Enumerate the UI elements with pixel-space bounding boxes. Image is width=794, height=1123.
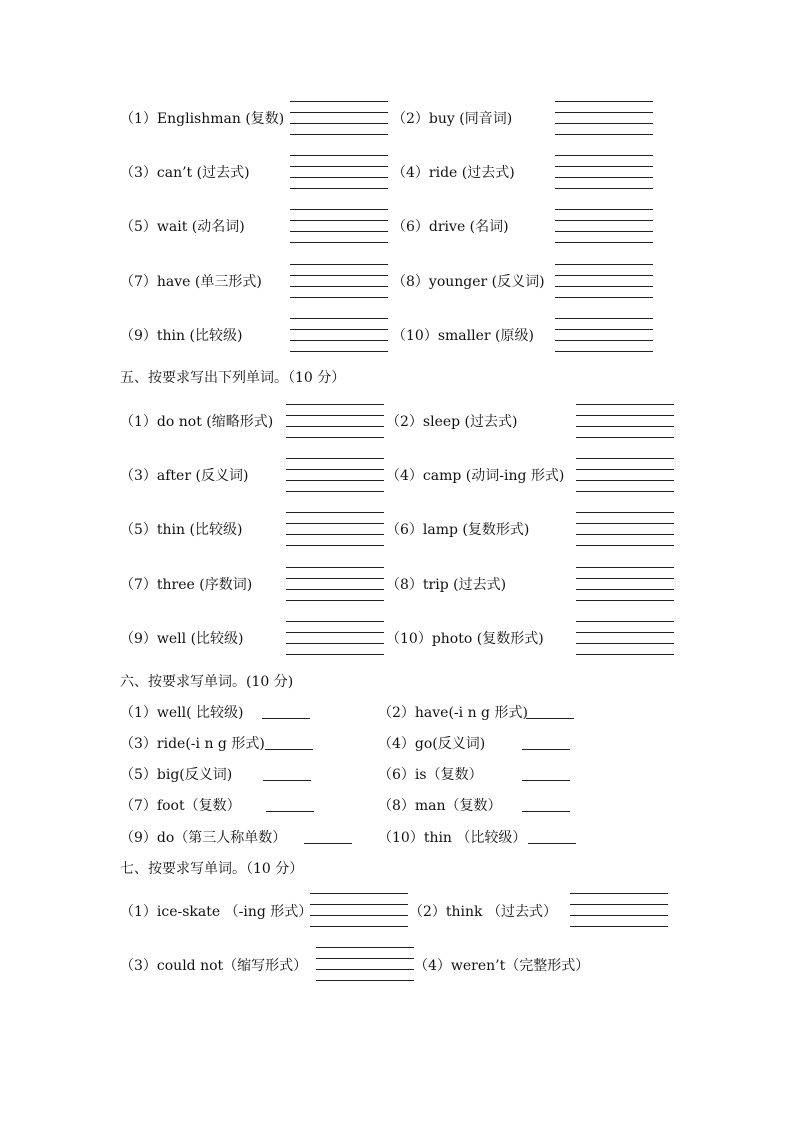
answer-blank-s6-5[interactable] (263, 780, 311, 781)
item-s4-6: （6）drive (名词) (392, 219, 509, 235)
answer-blank-s6-1[interactable] (262, 718, 310, 719)
item-s4-1: （1）Englishman (复数) (120, 111, 285, 127)
answer-lines-s4-7[interactable] (290, 264, 388, 298)
item-s4-10: （10）smaller (原级) (392, 328, 534, 344)
answer-lines-s5-2[interactable] (576, 404, 674, 438)
item-s5-9: （9）well (比较级) (120, 631, 244, 647)
item-s7-4: （4）weren’t（完整形式） (414, 958, 590, 974)
answer-lines-s5-10[interactable] (576, 621, 674, 655)
item-s4-7: （7）have (单三形式) (120, 274, 262, 290)
item-s6-7: （7）foot（复数） (120, 798, 241, 814)
answer-lines-s4-6[interactable] (555, 209, 653, 243)
answer-lines-s4-1[interactable] (290, 101, 388, 135)
section-5-title: 五、按要求写出下列单词。（10 分） (120, 370, 346, 386)
item-s7-1: （1）ice-skate （-ing 形式） (120, 904, 313, 920)
item-s5-2: （2）sleep (过去式) (386, 414, 518, 430)
answer-lines-s5-6[interactable] (576, 512, 674, 546)
answer-lines-s4-2[interactable] (555, 101, 653, 135)
answer-blank-s6-3[interactable] (265, 749, 313, 750)
item-s5-1: （1）do not (缩略形式) (120, 414, 274, 430)
item-s5-6: （6）lamp (复数形式) (386, 522, 530, 538)
answer-lines-s4-5[interactable] (290, 209, 388, 243)
item-s6-2: （2）have(-i n g 形式) (378, 705, 528, 721)
answer-lines-s5-7[interactable] (286, 567, 384, 601)
item-s5-8: （8）trip (过去式) (386, 577, 507, 593)
answer-lines-s7-2[interactable] (570, 893, 668, 927)
answer-blank-s6-10[interactable] (528, 843, 576, 844)
item-s7-2: （2）think （过去式） (409, 904, 557, 920)
item-s7-3: （3）could not（缩写形式） (120, 958, 308, 974)
item-s4-9: （9）thin (比较级) (120, 328, 243, 344)
item-s5-3: （3）after (反义词) (120, 468, 249, 484)
item-s5-10: （10）photo (复数形式) (386, 631, 544, 647)
answer-lines-s7-3[interactable] (316, 947, 414, 981)
answer-blank-s6-6[interactable] (522, 780, 570, 781)
answer-lines-s5-4[interactable] (576, 458, 674, 492)
item-s4-8: （8）younger (反义词) (392, 274, 545, 290)
answer-lines-s4-10[interactable] (555, 318, 653, 352)
answer-lines-s4-4[interactable] (555, 155, 653, 189)
item-s6-1: （1）well( 比较级) (120, 705, 244, 721)
item-s4-2: （2）buy (同音词) (392, 111, 513, 127)
item-s5-5: （5）thin (比较级) (120, 522, 243, 538)
answer-lines-s5-3[interactable] (286, 458, 384, 492)
item-s6-3: （3）ride(-i n g 形式) (120, 736, 265, 752)
answer-lines-s4-8[interactable] (555, 264, 653, 298)
item-s6-5: （5）big(反义词) (120, 767, 233, 783)
answer-blank-s6-4[interactable] (522, 749, 570, 750)
answer-blank-s6-2[interactable] (526, 718, 574, 719)
item-s6-6: （6）is（复数） (378, 767, 483, 783)
section-7-title: 七、按要求写单词。（10 分） (120, 861, 304, 877)
answer-lines-s5-5[interactable] (286, 512, 384, 546)
item-s4-3: （3）can’t (过去式) (120, 165, 250, 181)
answer-lines-s4-3[interactable] (290, 155, 388, 189)
answer-lines-s5-9[interactable] (286, 621, 384, 655)
answer-lines-s5-1[interactable] (286, 404, 384, 438)
item-s6-9: （9）do（第三人称单数） (120, 830, 287, 846)
item-s6-4: （4）go(反义词) (378, 736, 486, 752)
item-s4-5: （5）wait (动名词) (120, 219, 245, 235)
answer-lines-s5-8[interactable] (576, 567, 674, 601)
item-s4-4: （4）ride (过去式) (392, 165, 515, 181)
item-s6-10: （10）thin （比较级） (378, 830, 527, 846)
item-s6-8: （8）man（复数） (378, 798, 502, 814)
item-s5-4: （4）camp (动词-ing 形式) (386, 468, 565, 484)
answer-blank-s6-7[interactable] (266, 811, 314, 812)
item-s5-7: （7）three (序数词) (120, 577, 253, 593)
answer-blank-s6-8[interactable] (522, 811, 570, 812)
section-6-title: 六、按要求写单词。(10 分) (120, 674, 294, 690)
answer-lines-s7-1[interactable] (310, 893, 408, 927)
answer-blank-s6-9[interactable] (304, 843, 352, 844)
answer-lines-s4-9[interactable] (290, 318, 388, 352)
